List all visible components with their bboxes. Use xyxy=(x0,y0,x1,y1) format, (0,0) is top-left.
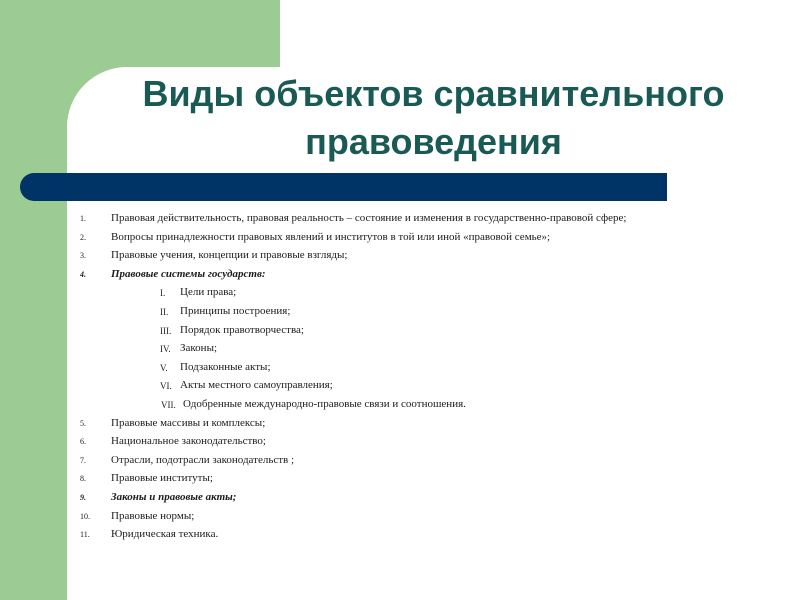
list-item xyxy=(0,211,800,230)
list-item-text: Правовая действительность, правовая реальность – состояние и изменения в государственно-правовой сфере; xyxy=(111,212,627,224)
sub-list-item xyxy=(0,397,800,416)
list-item-text: Правовые институты; xyxy=(111,472,213,485)
list-item xyxy=(0,416,800,435)
list-item xyxy=(0,509,800,528)
slide-title-line-1: Виды объектов сравнительного xyxy=(142,73,725,114)
sub-list-item-text: Законы; xyxy=(180,342,218,355)
sub-list-item-number: V. xyxy=(160,362,168,373)
sub-list-item-text: Подзаконные акты; xyxy=(180,360,271,373)
list-item-number: 11. xyxy=(80,530,90,540)
list-item xyxy=(0,471,800,490)
list-item-text: Законы и правовые акты; xyxy=(111,490,237,503)
sub-list-item-number: IV. xyxy=(160,344,171,355)
list-item-number: 9. xyxy=(80,492,86,502)
list-item-number: 1. xyxy=(80,214,86,223)
list-item-text: Правовые массивы и комплексы; xyxy=(111,416,266,429)
list-item-number: 3. xyxy=(80,251,86,261)
list-item-number: 2. xyxy=(80,232,86,242)
list-item-number: 6. xyxy=(80,437,86,447)
objects-list xyxy=(0,211,800,546)
sub-list-item-number: III. xyxy=(160,325,172,336)
list-item-text: Национальное законодательство; xyxy=(111,435,266,448)
sub-list-item xyxy=(0,341,800,360)
list-item xyxy=(0,230,800,249)
list-item-text: Юридическая техника. xyxy=(111,528,219,541)
list-item-text: Правовые учения, концепции и правовые взгляды; xyxy=(111,249,348,262)
list-item xyxy=(0,527,800,546)
list-item-heading xyxy=(0,490,800,509)
sub-list-item-text: Акты местного самоуправления; xyxy=(180,379,333,392)
sub-list-item-number: I. xyxy=(160,288,166,299)
list-item-heading xyxy=(0,267,800,286)
list-item-text: Правовые нормы; xyxy=(111,509,195,522)
sub-list-item xyxy=(0,304,800,323)
list-item xyxy=(0,453,800,472)
list-item-text: Вопросы принадлежности правовых явлений и институтов в той или иной «правовой семье»; xyxy=(111,230,551,243)
sub-list-item-text: Порядок правотворчества; xyxy=(180,323,304,336)
slide-title-line-2: правоведения xyxy=(305,121,562,162)
sub-list-item xyxy=(0,285,800,304)
list-item xyxy=(0,248,800,267)
list-item-text: Правовые системы государств: xyxy=(111,267,266,280)
sub-list-item xyxy=(0,378,800,397)
sub-list-item xyxy=(0,360,800,379)
sub-list-item-text: Одобренные международно-правовые связи и соотношения. xyxy=(183,397,466,410)
sub-list-item-number: II. xyxy=(160,306,169,317)
slide-title xyxy=(67,70,800,166)
sub-list-item xyxy=(0,323,800,342)
sub-list-item-text: Цели права; xyxy=(180,286,237,299)
list-item-number: 5. xyxy=(80,418,86,428)
list-item xyxy=(0,434,800,453)
list-item-number: 7. xyxy=(80,455,86,465)
title-divider-bar xyxy=(20,173,667,201)
sub-list-item-number: VI. xyxy=(160,381,172,392)
sub-list-item-number: VII. xyxy=(161,399,176,410)
list-item-text: Отрасли, подотрасли законодательств ; xyxy=(111,453,295,466)
list-item-number: 4. xyxy=(80,269,86,279)
list-item-number: 10. xyxy=(80,511,90,521)
sub-list-item-text: Принципы построения; xyxy=(180,304,291,317)
list-item-number: 8. xyxy=(80,474,86,484)
